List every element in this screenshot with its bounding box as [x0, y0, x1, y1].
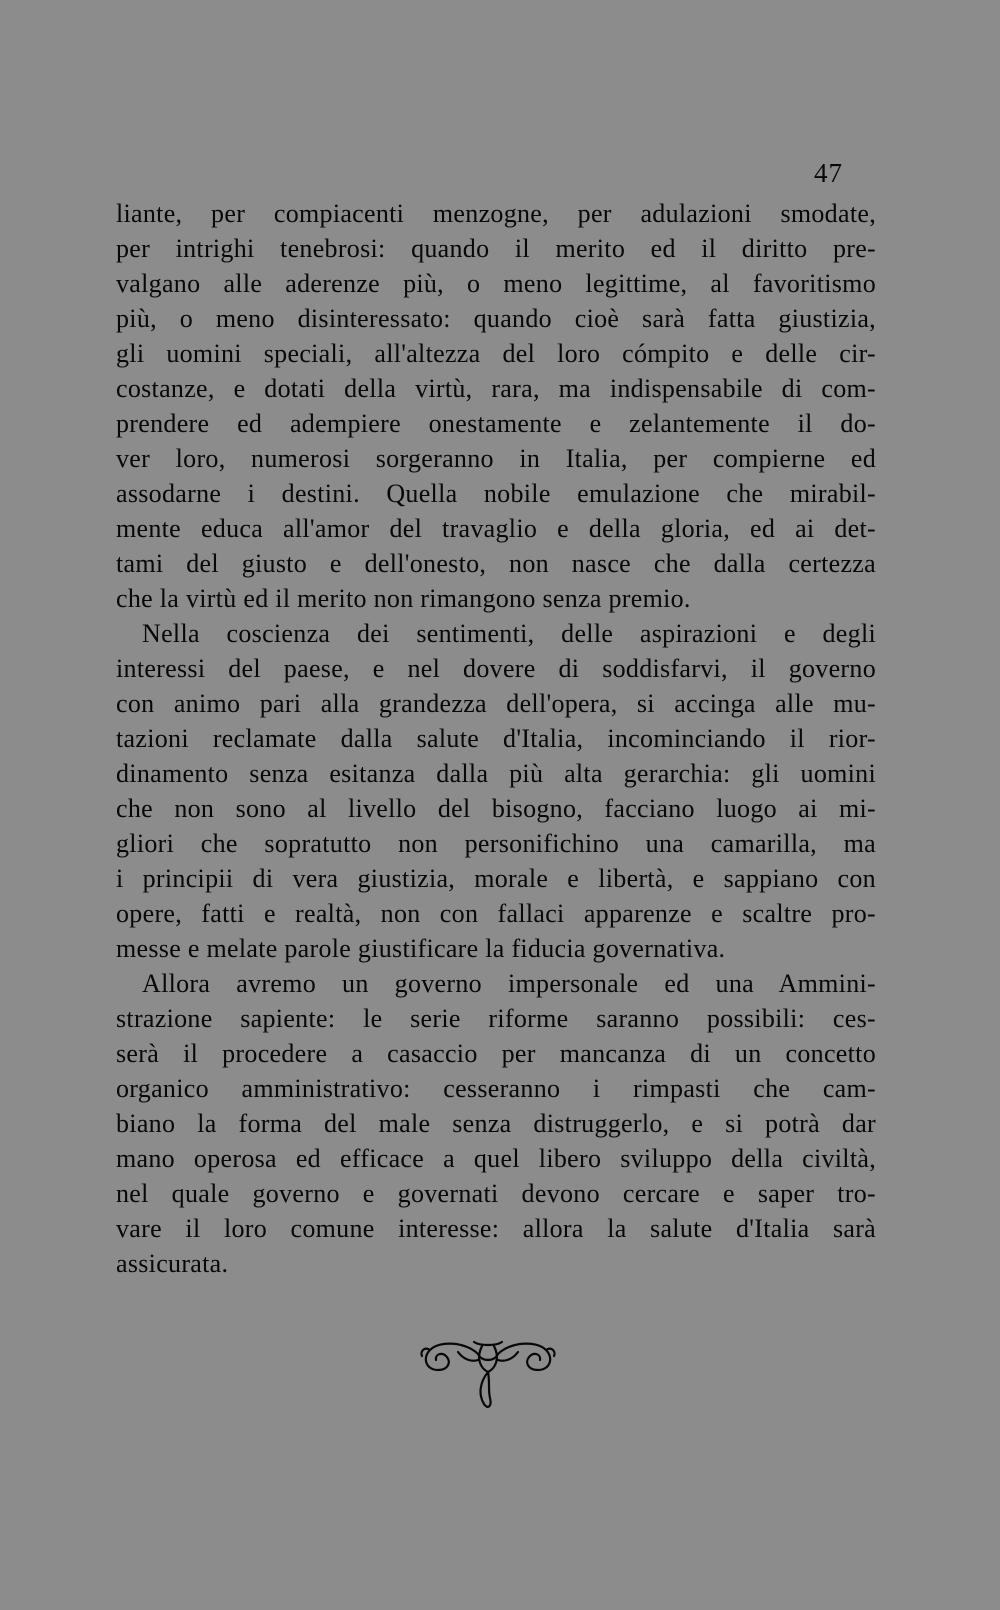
text-line: con animo pari alla grandezza dell'opera, si accinga alle mu- — [116, 689, 876, 718]
text-line: mano operosa ed efficace a quel libero sviluppo della civiltà, — [116, 1144, 876, 1173]
text-line: tazioni reclamate dalla salute d'Italia, incominciando il rior- — [116, 724, 876, 753]
text-line: prendere ed adempiere onestamente e zelantemente il do- — [116, 409, 876, 438]
typographic-flourish-icon — [418, 1332, 558, 1412]
text-line: valgano alle aderenze più, o meno legittime, al favoritismo — [116, 269, 876, 298]
text-line: liante, per compiacenti menzogne, per adulazioni smodate, — [116, 199, 876, 228]
text-line: tami del giusto e dell'onesto, non nasce che dalla certezza — [116, 549, 876, 578]
text-line: che non sono al livello del bisogno, facciano luogo ai mi- — [116, 794, 876, 823]
text-line: che la virtù ed il merito non rimangono senza premio. — [116, 584, 691, 613]
text-line: i principii di vera giustizia, morale e libertà, e sappiano con — [116, 864, 876, 893]
text-line: strazione sapiente: le serie riforme saranno possibili: ces- — [116, 1004, 876, 1033]
text-line: dinamento senza esitanza dalla più alta gerarchia: gli uomini — [116, 759, 876, 788]
text-line: mente educa all'amor del travaglio e della gloria, ed ai det- — [116, 514, 876, 543]
text-line: assodarne i destini. Quella nobile emulazione che mirabil- — [116, 479, 876, 508]
text-line: ver loro, numerosi sorgeranno in Italia, per compierne ed — [116, 444, 876, 473]
text-line: nel quale governo e governati devono cercare e saper tro- — [116, 1179, 876, 1208]
text-line: gli uomini speciali, all'altezza del loro cómpito e delle cir- — [116, 339, 876, 368]
text-line: assicurata. — [116, 1249, 229, 1278]
page-number: 47 — [814, 158, 843, 188]
text-line: biano la forma del male senza distruggerlo, e si potrà dar — [116, 1109, 876, 1138]
text-line: Allora avremo un governo impersonale ed una Ammini- — [142, 969, 876, 998]
text-line: per intrighi tenebrosi: quando il merito ed il diritto pre- — [116, 234, 876, 263]
text-line: organico amministrativo: cesseranno i rimpasti che cam- — [116, 1074, 876, 1103]
body-text — [116, 196, 876, 1281]
text-line: gliori che sopratutto non personifichino una camarilla, ma — [116, 829, 876, 858]
text-line: vare il loro comune interesse: allora la salute d'Italia sarà — [116, 1214, 876, 1243]
text-line: opere, fatti e realtà, non con fallaci apparenze e scaltre pro- — [116, 899, 876, 928]
text-line: Nella coscienza dei sentimenti, delle aspirazioni e degli — [142, 619, 876, 648]
text-line: interessi del paese, e nel dovere di soddisfarvi, il governo — [116, 654, 876, 683]
text-line: costanze, e dotati della virtù, rara, ma indispensabile di com- — [116, 374, 876, 403]
paragraph-3 — [116, 966, 876, 1281]
text-line: messe e melate parole giustificare la fiducia governativa. — [116, 934, 726, 963]
text-line: serà il procedere a casaccio per mancanza di un concetto — [116, 1039, 876, 1068]
paragraph-1 — [116, 196, 876, 616]
paragraph-2 — [116, 616, 876, 966]
text-line: più, o meno disinteressato: quando cioè sarà fatta giustizia, — [116, 304, 876, 333]
